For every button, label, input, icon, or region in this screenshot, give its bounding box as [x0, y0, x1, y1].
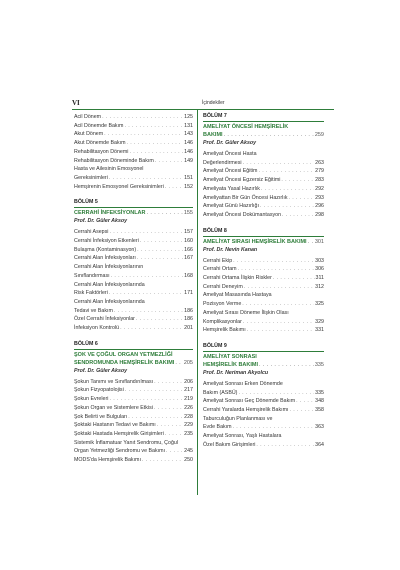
entry-page: 312: [315, 283, 324, 290]
entry-title: Akut Dönem: [74, 131, 104, 138]
toc-entry[interactable]: [74, 183, 193, 192]
chapter-page: 155: [183, 210, 193, 217]
chapter-title-link[interactable]: [203, 131, 324, 139]
entry-page: 293: [315, 194, 324, 201]
dot-leader: [125, 386, 183, 395]
dot-leader: [109, 289, 183, 298]
chapter-title: HEMŞİRELİK BAKIMI: [203, 361, 258, 368]
toc-entry[interactable]: [203, 406, 324, 415]
toc-entry-line[interactable]: Ameliyat Öncesi Hasta: [203, 151, 257, 157]
entry-page: 226: [184, 404, 193, 411]
toc-entry[interactable]: [74, 307, 193, 316]
entry-page: 149: [184, 157, 193, 164]
toc-entry[interactable]: [74, 122, 193, 131]
entry-title: Acil Dönem: [74, 114, 102, 120]
entry-title: Acil Dönemde Bakım: [74, 122, 124, 129]
chapter-title: SENDROMUNDA HEMŞİRELİK BAKIMI: [74, 359, 175, 366]
page-header: [72, 99, 334, 109]
toc-entry-line[interactable]: Sistemik İnflamatuar Yanıt Sendromu, Çoğul: [74, 439, 179, 446]
entry-title: Hemşirenin Emosyonel Gereksinimleri: [74, 183, 164, 190]
toc-entry-line[interactable]: Cerrahi Alan İnfeksiyonlarının: [74, 264, 144, 271]
dot-leader: [109, 395, 183, 404]
toc-entry[interactable]: [74, 456, 193, 465]
entry-title: Cerrahi Ekip: [203, 257, 233, 264]
entry-page: 131: [184, 122, 193, 129]
dot-leader: [120, 324, 183, 333]
chapter-rule: [74, 349, 193, 350]
toc-entry[interactable]: [74, 113, 193, 122]
chapter-entries: [74, 228, 193, 332]
entry-title: Şok Belirti ve Bulguları: [74, 413, 128, 420]
entry-page: 363: [315, 424, 324, 431]
entry-page: 206: [184, 378, 193, 385]
entry-page: 292: [315, 185, 324, 192]
toc-entry[interactable]: [74, 413, 193, 422]
chapter-page: 205: [183, 359, 193, 366]
dot-leader: [157, 421, 183, 430]
entry-title: Şokun Evreleri: [74, 396, 109, 403]
dot-leader: [166, 447, 183, 456]
dot-leader: [136, 315, 183, 324]
entry-page: 160: [184, 238, 193, 245]
dot-leader: [282, 211, 314, 220]
toc-entry[interactable]: [74, 139, 193, 148]
entry-page: 186: [184, 316, 193, 323]
chapter-label: BÖLÜM 7: [203, 113, 227, 119]
entry-page: 228: [184, 413, 193, 420]
dot-leader: [243, 159, 315, 168]
chapter-page: 301: [314, 238, 324, 245]
toc-entry-line[interactable]: Hasta ve Ailesinin Emosyonel: [74, 166, 144, 173]
chapter-author: Prof. Dr. Nevin Kanan: [203, 246, 258, 253]
toc-entry[interactable]: [203, 194, 324, 203]
chapter-rule: [203, 351, 324, 352]
entry-title: Bakım (ASBÜ): [203, 389, 238, 396]
chapter-5: [74, 199, 193, 332]
dot-leader: [244, 283, 314, 292]
toc-entry[interactable]: [74, 130, 193, 139]
dot-leader: [127, 139, 184, 148]
dot-leader: [289, 406, 314, 415]
toc-entry[interactable]: [203, 397, 324, 406]
chapter-title-link[interactable]: [74, 209, 193, 217]
dot-leader: [247, 326, 314, 335]
entry-title: Cerrahi Ortama İlişkin Riskler: [203, 275, 272, 282]
entry-title: Cerrahi İnfeksiyon Etkenleri: [74, 238, 139, 245]
entry-page: 331: [315, 327, 324, 334]
entry-page: 167: [184, 255, 193, 262]
dot-leader: [129, 148, 183, 157]
entry-title: Şokun Tanımı ve Sınıflandırılması: [74, 378, 154, 385]
toc-entry[interactable]: [74, 157, 193, 166]
chapter-rule: [74, 207, 193, 208]
entry-page: 168: [184, 272, 193, 279]
dot-leader: [137, 246, 183, 255]
chapter-page: 259: [314, 132, 324, 138]
dot-leader: [114, 307, 183, 316]
entry-page: 143: [184, 131, 193, 138]
chapter-title-link[interactable]: [203, 238, 324, 246]
chapter-label: BÖLÜM 9: [203, 342, 227, 349]
running-title: İçindekiler: [202, 100, 225, 106]
toc-entry[interactable]: [74, 174, 193, 183]
entry-title: Cerrahi Asepsi: [74, 229, 109, 236]
chapter-label: BÖLÜM 8: [203, 227, 227, 234]
toc-entry[interactable]: [74, 289, 193, 298]
toc-entry-line[interactable]: Ameliyat Masasında Hastaya: [203, 292, 272, 299]
entry-title: Hemşirelik Bakımı: [203, 327, 246, 334]
dot-leader: [243, 318, 314, 327]
chapter-rule: [203, 236, 324, 237]
dot-leader: [165, 183, 183, 192]
entry-title: Akut Dönemde Bakım: [74, 140, 126, 147]
chapter-label: BÖLÜM 6: [74, 340, 98, 347]
dot-leader: [258, 167, 314, 176]
entry-page: 279: [315, 168, 324, 175]
toc-entry[interactable]: [203, 211, 324, 220]
toc-entry[interactable]: [203, 185, 324, 194]
toc-entry[interactable]: [203, 423, 324, 432]
toc-entry[interactable]: [74, 421, 193, 430]
toc-entry[interactable]: [203, 326, 324, 335]
dot-leader: [238, 265, 315, 274]
toc-entry[interactable]: [74, 447, 193, 456]
toc-entry[interactable]: [74, 404, 193, 413]
entry-title: Cerrahi Yaralarda Hemşirelik Bakımı: [203, 407, 289, 414]
entry-title: İnfeksiyon Kontrolü: [74, 325, 120, 332]
dot-leader: [154, 378, 183, 387]
toc-entry[interactable]: [74, 430, 193, 439]
page-number: VI: [72, 99, 80, 107]
entry-title: Şokun Fizyopatolojisi: [74, 387, 124, 394]
dot-leader: [111, 272, 184, 281]
entry-page: 186: [184, 307, 193, 314]
chapter-author: Prof. Dr. Güler Aksoy: [74, 218, 128, 225]
toc-entry[interactable]: [74, 272, 193, 281]
entry-page: 245: [184, 448, 193, 455]
entry-title: Ameliyattan Bir Gün Öncesi Hazırlık: [203, 194, 288, 201]
entry-page: 217: [184, 387, 193, 394]
toc-entry[interactable]: [74, 254, 193, 263]
chapter-entries: [203, 257, 324, 335]
entry-page: 171: [184, 290, 193, 297]
dot-leader: [128, 413, 183, 422]
entry-title: Organ Yetmezliği Sendromu ve Bakımı: [74, 448, 165, 455]
entry-page: 306: [315, 266, 324, 273]
chapter-author: Prof. Dr. Güler Aksoy: [203, 140, 257, 146]
toc-entry[interactable]: [74, 386, 193, 395]
entry-title: Ameliyat Öncesi Dokümantasyon: [203, 211, 282, 218]
dot-leader: [296, 397, 314, 406]
toc-left-column: [74, 113, 193, 465]
dot-leader: [142, 456, 183, 465]
entry-title: Özel Bakım Girişimleri: [203, 441, 256, 448]
entry-page: 235: [184, 430, 193, 437]
entry-title: Ameliyat Öncesi Eğitim: [203, 168, 258, 175]
dot-leader: [288, 194, 314, 203]
dot-leader: [242, 300, 314, 309]
entry-page: 364: [315, 441, 324, 448]
toc-continued-list: [74, 113, 193, 191]
entry-page: 335: [315, 389, 324, 396]
entry-title: Cerrahi Deneyim: [203, 283, 243, 290]
chapter-entries: [203, 380, 324, 450]
entry-page: 229: [184, 422, 193, 429]
entry-page: 325: [315, 301, 324, 308]
dot-leader: [155, 157, 183, 166]
chapter-page: 335: [314, 361, 324, 368]
toc-entry[interactable]: [203, 265, 324, 274]
chapter-title: CERRAHİ İNFEKSİYONLAR: [74, 210, 146, 217]
chapter-9: [203, 343, 324, 450]
dot-leader: [109, 228, 183, 237]
entry-page: 250: [184, 457, 193, 464]
entry-title: Sınıflandırması: [74, 272, 110, 279]
entry-title: Cerrahi Alan İnfeksiyonları: [74, 255, 136, 262]
toc-entry-line[interactable]: Taburculuğun Planlanması ve: [203, 415, 273, 422]
chapter-title-line[interactable]: ŞOK VE ÇOĞUL ORGAN YETMEZLİĞİ: [74, 351, 173, 358]
toc-entry[interactable]: [74, 148, 193, 157]
toc-entry[interactable]: [203, 257, 324, 266]
entry-page: 157: [184, 229, 193, 236]
entry-page: 296: [315, 203, 324, 210]
entry-title: Rehabilitasyon Döneminde Bakım: [74, 157, 154, 164]
dot-leader: [233, 257, 314, 266]
dot-leader: [260, 202, 314, 211]
toc-entry[interactable]: [74, 237, 193, 246]
toc-entry[interactable]: [203, 389, 324, 398]
entry-title: Şoktaki Hastanın Tedavi ve Bakımı: [74, 422, 156, 429]
toc-entry-line[interactable]: Cerrahi Alan İnfeksiyonlarında: [74, 298, 145, 305]
entry-title: Evde Bakım: [203, 424, 232, 431]
entry-page: 348: [315, 398, 324, 405]
entry-page: 146: [184, 140, 193, 147]
entry-page: 219: [184, 396, 193, 403]
entry-title: Komplikasyonlar: [203, 318, 242, 325]
entry-title: Ameliyata Yasal Hazırlık: [203, 185, 260, 192]
header-rule: [72, 109, 334, 110]
toc-entry[interactable]: [203, 283, 324, 292]
toc-entry[interactable]: [74, 315, 193, 324]
entry-title: Cerrahi Ortam: [203, 266, 237, 273]
dot-leader: [140, 237, 183, 246]
entry-title: Gereksinimleri: [74, 174, 108, 181]
toc-entry[interactable]: [203, 441, 324, 450]
entry-page: 146: [184, 148, 193, 155]
chapter-7: [203, 113, 324, 220]
chapter-title-line[interactable]: AMELİYAT ÖNCESİ HEMŞİRELİK: [203, 124, 289, 130]
entry-page: 152: [184, 183, 193, 190]
dot-leader: [261, 185, 314, 194]
chapter-entries: [203, 150, 324, 220]
entry-title: Şokun Organ ve Sistemlere Etkisi: [74, 404, 153, 411]
dot-leader: [256, 441, 314, 450]
entry-title: Özel Cerrahi İnfeksiyonlar: [74, 316, 135, 323]
chapter-label: BÖLÜM 5: [74, 199, 98, 206]
dot-leader: [109, 174, 183, 183]
entry-page: 151: [184, 174, 193, 181]
toc-entry[interactable]: [203, 274, 324, 283]
chapter-title: BAKIMI: [203, 132, 223, 138]
chapter-title: AMELİYAT SIRASI HEMŞİRELİK BAKIMI: [203, 238, 307, 245]
entry-title: Değerlendirmesi: [203, 159, 242, 166]
entry-title: Risk Faktörleri: [74, 290, 108, 297]
toc-right-column: [203, 113, 324, 450]
chapter-author: Prof. Dr. Neriman Akyolcu: [203, 369, 269, 376]
entry-title: Ameliyat Sonrası Geç Dönemde Bakım: [203, 398, 296, 405]
chapter-title-line[interactable]: AMELİYAT SONRASI: [203, 353, 257, 360]
entry-page: 263: [315, 159, 324, 166]
toc-entry[interactable]: [74, 395, 193, 404]
entry-title: Bulaşma (Kontaminasyon): [74, 246, 137, 253]
toc-entry[interactable]: [203, 176, 324, 185]
toc-entry[interactable]: [74, 246, 193, 255]
entry-page: 311: [315, 275, 324, 282]
dot-leader: [281, 176, 314, 185]
entry-page: 283: [315, 177, 324, 184]
column-divider: [197, 110, 198, 495]
entry-page: 166: [184, 246, 193, 253]
dot-leader: [137, 254, 183, 263]
dot-leader: [124, 122, 183, 131]
toc-entry[interactable]: [74, 324, 193, 333]
dot-leader: [233, 423, 315, 432]
toc-entry-line[interactable]: Ameliyat Sonrası, Yaşlı Hastalara: [203, 433, 282, 440]
entry-title: Şoktaki Hastada Hemşirelik Girişimleri: [74, 430, 164, 437]
toc-entry-line[interactable]: Ameliyat Sırası Döneme İlişkin Olası: [203, 309, 289, 316]
chapter-title-link[interactable]: [74, 359, 193, 367]
dot-leader: [238, 389, 314, 398]
dot-leader: [154, 404, 183, 413]
dot-leader: [102, 113, 183, 122]
toc-entry[interactable]: [74, 228, 193, 237]
chapter-author: Prof. Dr. Güler Aksoy: [74, 367, 128, 374]
entry-page: 303: [315, 257, 324, 264]
toc-entry-line[interactable]: Ameliyat Sonrası Erken Dönemde: [203, 380, 283, 387]
chapter-rule: [203, 121, 324, 122]
entry-title: Tedavi ve Bakım: [74, 307, 113, 314]
toc-entry[interactable]: [74, 378, 193, 387]
chapter-entries: [74, 378, 193, 465]
dot-leader: [165, 430, 183, 439]
entry-title: Ameliyat Günü Hazırlığı: [203, 203, 259, 210]
dot-leader: [273, 274, 315, 283]
entry-title: MODS'da Hemşirelik Bakımı: [74, 457, 141, 464]
entry-page: 298: [315, 211, 324, 218]
entry-page: 125: [184, 114, 193, 120]
entry-title: Rehabilitasyon Dönemi: [74, 148, 129, 155]
entry-page: 329: [315, 318, 324, 325]
toc-entry[interactable]: [203, 202, 324, 211]
toc-entry[interactable]: [203, 318, 324, 327]
toc-entry[interactable]: [203, 167, 324, 176]
toc-entry-line[interactable]: Cerrahi Alan İnfeksiyonlarında: [74, 281, 145, 288]
chapter-8: [203, 228, 324, 335]
entry-page: 201: [184, 325, 193, 332]
entry-page: 358: [315, 407, 324, 414]
toc-entry[interactable]: [203, 159, 324, 168]
chapter-6: [74, 341, 193, 465]
toc-entry[interactable]: [203, 300, 324, 309]
chapter-title-link[interactable]: [203, 361, 324, 369]
entry-title: Pozisyon Verme: [203, 301, 242, 308]
dot-leader: [104, 130, 183, 139]
entry-title: Ameliyat Öncesi Egzersiz Eğitimi: [203, 177, 281, 184]
